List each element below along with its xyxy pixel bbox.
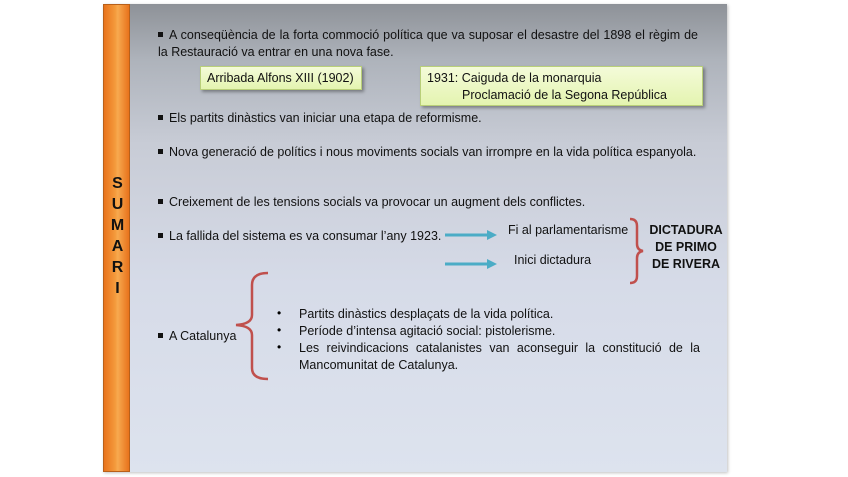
left-brace-icon xyxy=(236,273,268,379)
bullet-item xyxy=(158,328,258,345)
arrow-label: Fi al parlamentarisme xyxy=(508,223,629,237)
bullet-text: Creixement de les tensions socials va provocar un augment dels conflictes. xyxy=(169,195,586,209)
event-box-label: Proclamació de la Segona República xyxy=(462,88,667,102)
list-bullet-icon: • xyxy=(277,306,282,320)
sidebar-letter: I xyxy=(115,280,120,297)
sidebar-letter: R xyxy=(111,259,124,276)
dictadura-line: DE RIVERA xyxy=(651,257,721,271)
dictadura-label xyxy=(646,222,726,273)
list-item: Període d’intensa agitació social: pistolerisme. xyxy=(299,324,556,338)
event-box-label: 1931: Caiguda de la monarquia xyxy=(427,71,602,85)
arrow-label: Inici dictadura xyxy=(514,253,592,267)
bullet-text: A conseqüència de la forta commoció política que va suposar el desastre del 1898 el règim de la Restauració va entrar en una nova fase. xyxy=(158,28,698,59)
sidebar-letter: S xyxy=(112,175,123,192)
dictadura-line: DICTADURA xyxy=(649,223,723,237)
list-bullet-icon: • xyxy=(277,340,282,354)
bullet-text: La fallida del sistema es va consumar l’any 1923. xyxy=(169,229,442,243)
arrow-right-icon xyxy=(445,230,497,240)
right-brace-icon xyxy=(630,219,643,283)
arrow-right-icon xyxy=(445,259,497,269)
sidebar-letter: M xyxy=(110,217,125,234)
sidebar-letter: U xyxy=(111,196,124,213)
list-item: Partits dinàstics desplaçats de la vida política. xyxy=(299,307,554,321)
event-box-label: Arribada Alfons XIII (1902) xyxy=(207,71,354,85)
sidebar-letter: A xyxy=(111,238,124,255)
bullet-text: A Catalunya xyxy=(169,329,237,343)
dictadura-line: DE PRIMO xyxy=(655,240,717,254)
bullet-text: Nova generació de polítics i nous moviments socials van irrompre en la vida política espanyola. xyxy=(169,145,697,159)
bullet-square-icon xyxy=(158,333,163,338)
bullet-text: Els partits dinàstics van iniciar una etapa de reformisme. xyxy=(169,111,482,125)
list-bullet-icon: • xyxy=(277,323,282,337)
list-item: Les reivindicacions catalanistes van aconseguir la constitució de la Mancomunitat de Catalunya. xyxy=(299,341,700,372)
